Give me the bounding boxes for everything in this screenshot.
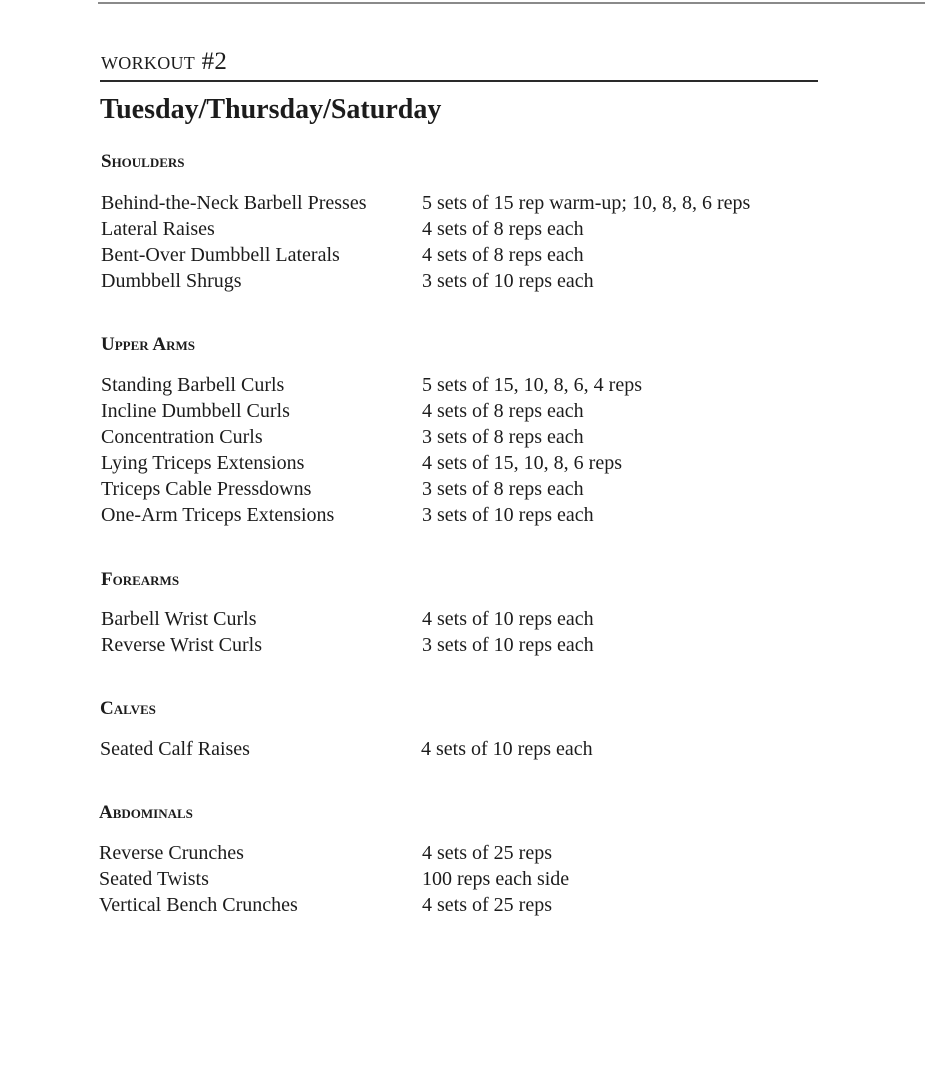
exercise-name: Seated Twists <box>99 868 209 890</box>
exercise-name: Seated Calf Raises <box>100 738 250 760</box>
exercise-row <box>101 632 821 658</box>
exercise-name: Reverse Wrist Curls <box>101 634 263 656</box>
workout-label: workout #2 <box>101 48 228 75</box>
exercise-sets: 4 sets of 25 reps <box>422 842 552 864</box>
exercise-row <box>101 372 821 398</box>
exercise-name: Lateral Raises <box>101 218 215 240</box>
exercise-name: Vertical Bench Crunches <box>99 894 298 916</box>
exercise-name: One-Arm Triceps Extensions <box>101 504 335 526</box>
exercise-sets: 5 sets of 15 rep warm-up; 10, 8, 8, 6 reps <box>422 192 751 214</box>
exercise-row <box>101 398 821 424</box>
exercise-name: Lying Triceps Extensions <box>101 452 305 474</box>
exercise-sets: 4 sets of 8 reps each <box>422 218 584 240</box>
exercise-name: Concentration Curls <box>101 426 263 448</box>
section-title-calves: Calves <box>100 698 156 719</box>
exercise-name: Reverse Crunches <box>99 842 244 864</box>
exercise-sets: 3 sets of 8 reps each <box>422 478 584 500</box>
exercise-row <box>101 242 821 268</box>
exercise-row <box>101 216 821 242</box>
exercise-row <box>101 502 821 528</box>
exercise-sets: 100 reps each side <box>422 868 570 890</box>
exercise-row <box>101 424 821 450</box>
section-title-upper-arms: Upper Arms <box>101 334 195 355</box>
exercise-sets: 3 sets of 8 reps each <box>422 426 584 448</box>
exercise-name: Dumbbell Shrugs <box>101 270 242 292</box>
exercise-row <box>99 866 819 892</box>
exercise-row <box>101 606 821 632</box>
exercise-sets: 3 sets of 10 reps each <box>422 504 594 526</box>
exercise-name: Bent-Over Dumbbell Laterals <box>101 244 340 266</box>
exercise-sets: 4 sets of 8 reps each <box>422 244 584 266</box>
section-title-abdominals: Abdominals <box>99 802 193 823</box>
exercise-sets: 4 sets of 8 reps each <box>422 400 584 422</box>
exercise-sets: 4 sets of 10 reps each <box>422 608 594 630</box>
exercise-sets: 4 sets of 10 reps each <box>421 738 593 760</box>
exercise-sets: 5 sets of 15, 10, 8, 6, 4 reps <box>422 374 642 396</box>
exercise-row <box>100 736 820 762</box>
exercise-sets: 3 sets of 10 reps each <box>422 270 594 292</box>
exercise-sets: 4 sets of 15, 10, 8, 6 reps <box>422 452 622 474</box>
exercise-row <box>101 450 821 476</box>
header-rule <box>100 80 818 82</box>
exercise-name: Incline Dumbbell Curls <box>101 400 290 422</box>
top-rule <box>98 2 925 4</box>
exercise-name: Triceps Cable Pressdowns <box>101 478 312 500</box>
section-title-forearms: Forearms <box>101 569 180 590</box>
page-title: Tuesday/Thursday/Saturday <box>100 94 442 125</box>
exercise-sets: 4 sets of 25 reps <box>422 894 552 916</box>
exercise-name: Behind-the-Neck Barbell Presses <box>101 192 367 214</box>
exercise-row <box>101 476 821 502</box>
exercise-sets: 3 sets of 10 reps each <box>422 634 594 656</box>
exercise-row <box>101 268 821 294</box>
exercise-row <box>99 840 819 866</box>
exercise-row <box>99 892 819 918</box>
section-title-shoulders: Shoulders <box>101 151 185 172</box>
exercise-row <box>101 190 821 216</box>
exercise-name: Standing Barbell Curls <box>101 374 285 396</box>
exercise-name: Barbell Wrist Curls <box>101 608 257 630</box>
